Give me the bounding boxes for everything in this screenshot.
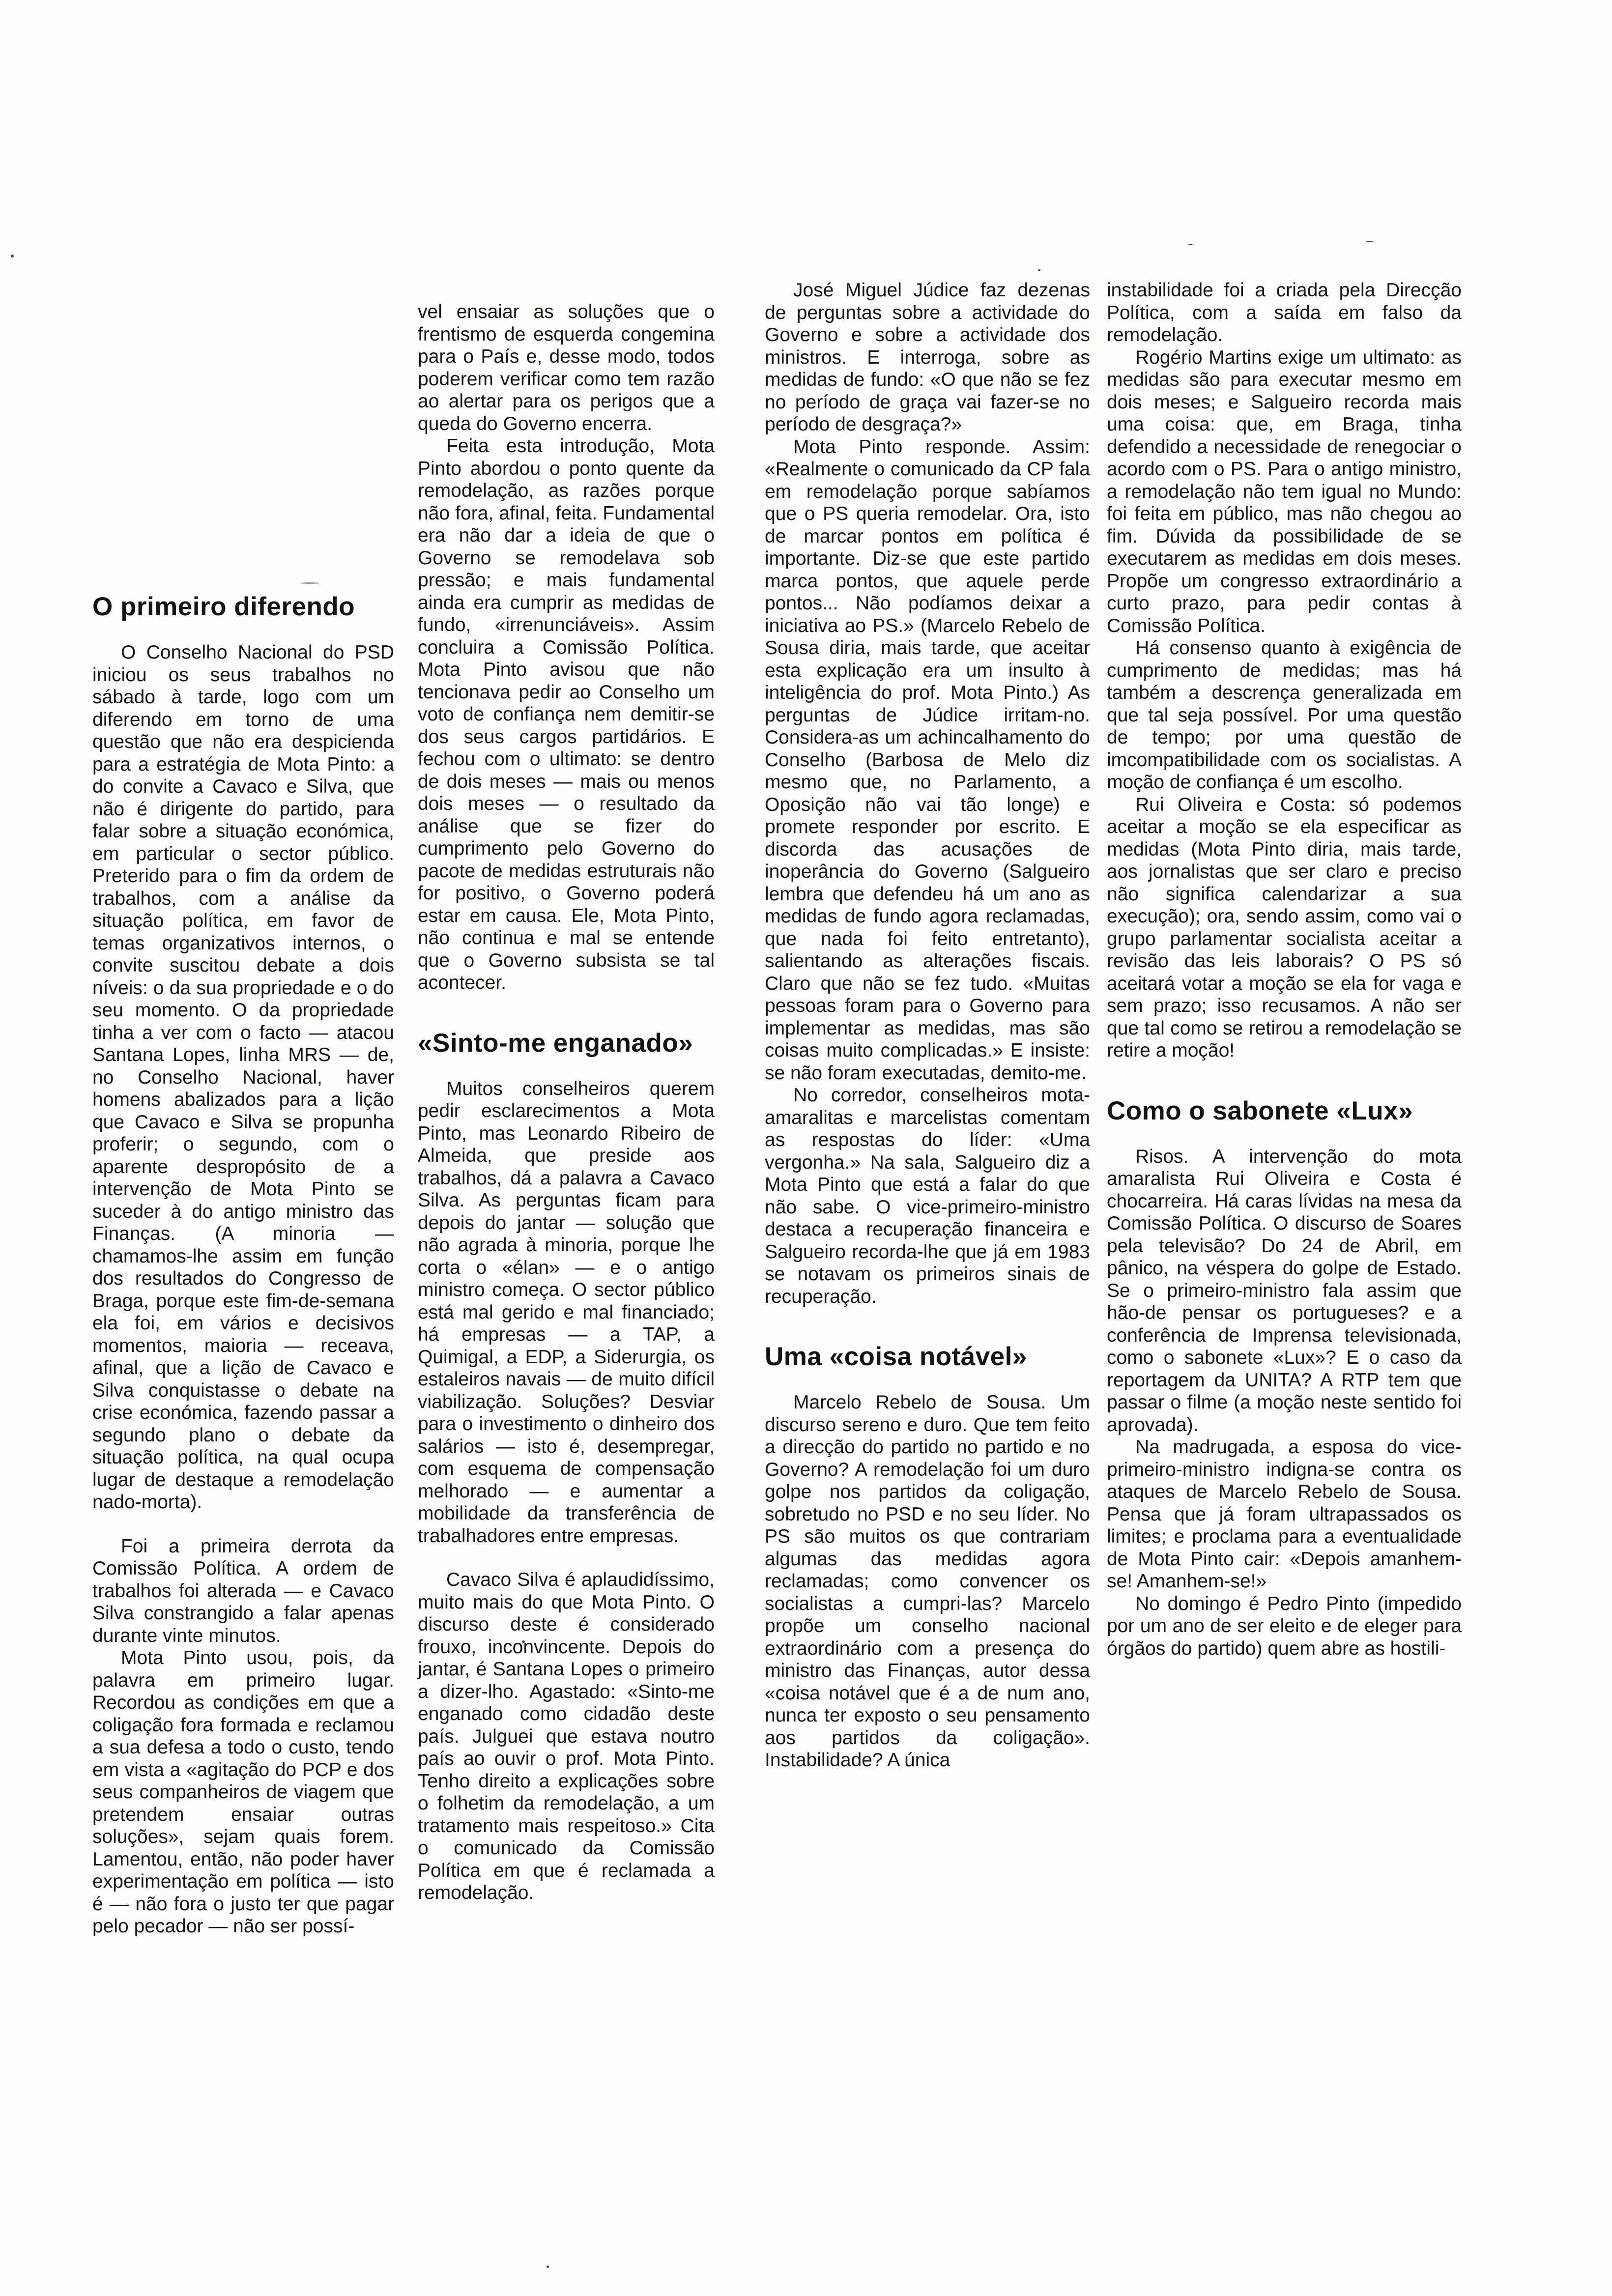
paragraph: Marcelo Rebelo de Sousa. Um discurso sereno e duro. Que tem feito a direcção do partido no partido e no Governo? A remodelação foi um duro golpe nos partidos da coligação, sobretudo no PSD e no seu líder. No PS são muitos os que contrariam algumas das medidas agora reclamadas; como convencer os socialistas a cumpri-las? Marcelo propõe um conselho nacional extraordinário com a presença do ministro das Finanças, autor dessa «coisa notável que é a de num ano, nunca ter exposto o seu pensamento aos partidos da coligação». Instabilidade? A única	[765, 1392, 1090, 1771]
paragraph: instabilidade foi a criada pela Direcção Política, com a saída em falso da remodelação.	[1107, 280, 1462, 345]
paragraph: Foi a primeira derrota da Comissão Política. A ordem de trabalhos foi alterada — e Cavaco Silva constrangido a falar apenas durante vinte minutos.	[92, 1535, 394, 1646]
paragraph: Rogério Martins exige um ultimato: as medidas são para executar mesmo em dois meses; e Salgueiro recorda mais uma coisa: que, em Braga, tinha defendido a necessidade de renegociar o acordo com o PS. Para o antigo ministro, a remodelação não tem igual no Mundo: foi feita em público, mas não chegou ao fim. Dúvida da possibilidade de se executarem as medidas em dois meses. Propõe um congresso extraordinário a curto prazo, para pedir contas à Comissão Política.	[1107, 346, 1462, 636]
scan-speck	[300, 582, 319, 584]
section-heading: Como o sabonete «Lux»	[1107, 1096, 1413, 1125]
paragraph: Mota Pinto usou, pois, da palavra em primeiro lugar. Recordou as condições em que a coligação fora formada e reclamou a sua defesa a todo o custo, tendo em vista a «agitação do PCP e dos seus companheiros de viagem que pretendem ensaiar outras soluções», sejam quais forem. Lamentou, então, não poder haver experimentação em política — isto é — não fora o justo ter que pagar pelo pecador — não ser possí-	[92, 1647, 394, 1937]
paragraph: Cavaco Silva é aplaudidíssimo, muito mais do que Mota Pinto. O discurso deste é considerado frouxo, inconvincente. Depois do jantar, é Santana Lopes o primeiro a dizer-lho. Agastado: «Sinto-me enganado como cidadão deste país. Julguei que estava noutro país ao ouvir o prof. Mota Pinto. Tenho direito a explicações sobre o folhetim da remodelação, a um tratamento mais respeitoso.» Cita o comunicado da Comissão Política em que é reclamada a remodelação.	[418, 1569, 715, 1903]
section-heading: O primeiro diferendo	[92, 592, 355, 621]
paragraph: Risos. A intervenção do mota amaralista Rui Oliveira e Costa é chocarreira. Há caras lívidas na mesa da Comissão Política. O discurso de Soares pela televisão? Do 24 de Abril, em pânico, na véspera do golpe de Estado. Se o primeiro-ministro fala assim que hão-de pensar os portugueses? e a conferência de Imprensa televisionada, como o sabonete «Lux»? E o caso da reportagem da UNITA? A RTP tem que passar o filme (a moção neste sentido foi aprovada).	[1107, 1146, 1462, 1435]
scan-speck	[547, 2266, 549, 2268]
scan-speck	[11, 255, 14, 258]
paragraph: No corredor, conselheiros mota-amaralitas e marcelistas comentam as respostas do líder: «Uma vergonha.» Na sala, Salgueiro diz a Mota Pinto que está a falar do que não sabe. O vice-primeiro-ministro destaca a recuperação financeira e Salgueiro recorda-lhe que já em 1983 se notavam os primeiros sinais de recuperação.	[765, 1085, 1090, 1307]
section-heading: «Sinto-me enganado»	[418, 1028, 693, 1058]
paragraph: vel ensaiar as soluções que o frentismo de esquerda congemina para o País e, desse modo, todos poderem verificar como tem razão ao alertar para os perigos que a queda do Governo encerra.	[418, 301, 715, 434]
paragraph: Feita esta introdução, Mota Pinto abordou o ponto quente da remodelação, as razões porque não fora, afinal, feita. Fundamental era não dar a ideia de que o Governo se remodelava sob pressão; e mais fundamental ainda era cumprir as medidas de fundo, «irrenunciáveis». Assim concluira a Comissão Política. Mota Pinto avisou que não tencionava pedir ao Conselho um voto de confiança nem demitir-se dos seus cargos partidários. E fechou com o ultimato: se dentro de dois meses — mais ou menos dois meses — o resultado da análise que se fizer do cumprimento pelo Governo do pacote de medidas estruturais não for positivo, o Governo poderá estar em causa. Ele, Mota Pinto, não continua e mal se entende que o Governo subsista se tal acontecer.	[418, 435, 715, 993]
article-column-4	[1107, 279, 1462, 1660]
article-column-1	[92, 592, 394, 1938]
paragraph: Há consenso quanto à exigência de cumprimento de medidas; mas há também a descrença generalizada em que tal seja possível. Por uma questão de tempo; por uma questão de imcompatibilidade com os socialistas. A moção de confiança é um escolho.	[1107, 637, 1462, 793]
scan-speck	[1366, 241, 1373, 242]
paragraph: No domingo é Pedro Pinto (impedido por um ano de ser eleito e de eleger para órgãos do partido) quem abre as hostili-	[1107, 1593, 1462, 1659]
paragraph: Muitos conselheiros querem pedir esclarecimentos a Mota Pinto, mas Leonardo Ribeiro de Almeida, que preside aos trabalhos, dá a palavra a Cavaco Silva. As perguntas ficam para depois do jantar — solução que não agrada à minoria, porque lhe corta o «élan» — e o antigo ministro começa. O sector público está mal gerido e mal financiado; há empresas — a TAP, a Quimigal, a EDP, a Siderurgia, os estaleiros navais — de muito difícil viabilização. Soluções? Desviar para o investimento o dinheiro dos salários — isto é, desempregar, com esquema de compensação melhorado — e aumentar a mobilidade da transferência de trabalhadores entre empresas.	[418, 1078, 715, 1547]
paragraph: Rui Oliveira e Costa: só podemos aceitar a moção se ela especificar as medidas (Mota Pinto diria, mais tarde, aos jornalistas que ser claro e preciso não significa calendarizar a sua execução); ora, sendo assim, como vai o grupo parlamentar socialista aceitar a revisão das leis laborais? O PS só aceitará votar a moção se ela for vaga e sem prazo; isso recusamos. A não ser que tal como se retirou a remodelação se retire a moção!	[1107, 794, 1462, 1061]
article-column-3	[765, 279, 1090, 1772]
article-column-2	[418, 301, 715, 1904]
paragraph: José Miguel Júdice faz dezenas de perguntas sobre a actividade do Governo e sobre a actividade dos ministros. E interroga, sobre as medidas de fundo: «O que não se fez no período de graça vai fazer-se no período de desgraça?»	[765, 280, 1090, 435]
scan-speck	[1188, 244, 1193, 245]
scan-speck	[1038, 269, 1040, 271]
paragraph: Na madrugada, a esposa do vice-primeiro-ministro indigna-se contra os ataques de Marcelo Rebelo de Sousa. Pensa que já foram ultrapassados os limites; e proclama para a eventualidade de Mota Pinto cair: «Depois amanhem-se! Amanhem-se!»	[1107, 1436, 1462, 1592]
paragraph: Mota Pinto responde. Assim: «Realmente o comunicado da CP fala em remodelação porque sabíamos que o PS queria remodelar. Ora, isto de marcar pontos em política é importante. Diz-se que este partido marca pontos, que aquele perde pontos... Não podíamos deixar a iniciativa ao PS.» (Marcelo Rebelo de Sousa diria, mais tarde, que aceitar esta explicação era um insulto à inteligência do prof. Mota Pinto.) As perguntas de Júdice irritam-no. Considera-as um achincalhamento do Conselho (Barbosa de Melo diz mesmo que, no Parlamento, a Oposição não vai tão longe) e promete responder por escrito. E discorda das acusações de inoperância do Governo (Salgueiro lembra que defendeu há um ano as medidas de fundo agora reclamadas, que nada foi feito entretanto), salientando as alterações fiscais. Claro que não se fez tudo. «Muitas pessoas foram para o Governo para implementar as medidas, mas são coisas muito complicadas.» E insiste: se não foram executadas, demito-me.	[765, 436, 1090, 1084]
section-heading: Uma «coisa notável»	[765, 1342, 1027, 1371]
paragraph: O Conselho Nacional do PSD iniciou os seus trabalhos no sábado à tarde, logo com um diferendo em torno de uma questão que não era despicienda para a estratégia de Mota Pinto: a do convite a Cavaco e Silva, que não é dirigente do partido, para falar sobre a situação económica, em particular o sector público. Preterido para o fim da ordem de trabalhos, com a análise da situação política, em favor de temas organizativos internos, o convite suscitou debate a dois níveis: o da sua propriedade e o do seu momento. O da propriedade tinha a ver com o facto — atacou Santana Lopes, linha MRS — de, no Conselho Nacional, haver homens abalizados para a lição que Cavaco e Silva se propunha proferir; o segundo, com o aparente despropósito de a intervenção de Mota Pinto se suceder à do antigo ministro das Finanças. (A minoria — chamamos-lhe assim em função dos resultados do Congresso de Braga, porque este fim-de-semana ela foi, em vários e decisivos momentos, maioria — receava, afinal, que a lição de Cavaco e Silva conquistasse o debate na crise económica, fazendo passar a segundo plano o debate da situação política, na qual ocupa lugar de destaque a remodelação nado-morta).	[92, 642, 394, 1513]
